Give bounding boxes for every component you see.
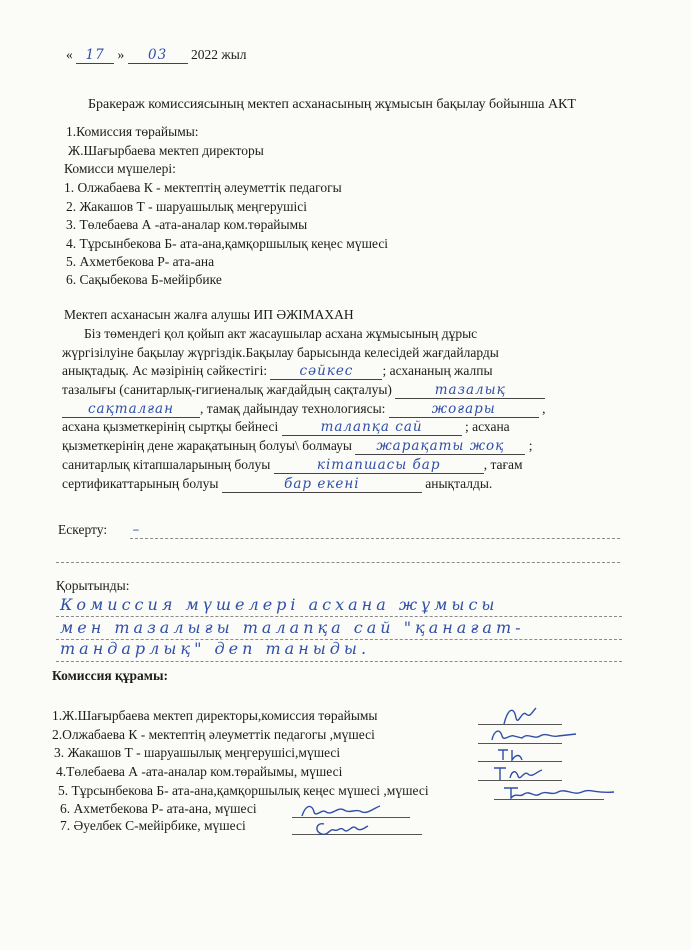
- note-underline-2: [56, 562, 620, 563]
- body-line-9: [62, 476, 492, 493]
- conclusion-underline-1: [56, 616, 622, 617]
- date-month: 03: [128, 47, 188, 64]
- lessee-line: Мектеп асханасын жалға алушы ИП ӘЖІМАХАН: [64, 307, 354, 322]
- signature-5-icon: [500, 780, 618, 802]
- act-title: Бракераж комиссиясының мектеп асханасының жұмысын бақылау бойынша АКТ: [88, 97, 576, 112]
- composition-row-5: 5. Тұрсынбекова Б- ата-ана,қамқоршылық кеңес мүшесі ,мүшесі: [58, 783, 429, 798]
- body-line-8: [62, 457, 523, 474]
- composition-row-2: 2.Олжабаева К - мектептің әлеуметтік педагогы ,мүшесі: [52, 727, 375, 742]
- signature-7-icon: [310, 818, 370, 840]
- chair-name: Ж.Шағырбаева мектеп директоры: [68, 143, 264, 158]
- date-line: [66, 47, 247, 64]
- cleanliness-value-1: тазалық: [395, 382, 545, 399]
- signature-6-icon: [298, 800, 384, 820]
- conclusion-underline-3: [56, 661, 622, 662]
- member-2: 2. Жакашов Т - шаруашылық меңгерушісі: [66, 199, 308, 214]
- note-label: Ескерту:: [58, 522, 108, 537]
- date-mid-quote: »: [117, 47, 125, 62]
- menu-compliance-value: сәйкес: [270, 363, 382, 380]
- technology-value: жоғары: [389, 401, 539, 418]
- body-line-5-tail: ,: [542, 401, 546, 416]
- note-value: –: [132, 522, 141, 538]
- body-line-6-tail: ; асхана: [464, 419, 510, 434]
- body-line-1: Біз төмендегі қол қойып акт жасаушылар асхана жұмысының дұрыс: [84, 326, 478, 341]
- menu-compliance-label: анықтадық. Ас мәзірінің сәйкестігі:: [62, 363, 268, 378]
- note-underline-1: [130, 538, 620, 539]
- member-3: 3. Төлебаева А -ата-аналар ком.төрайымы: [66, 217, 308, 232]
- composition-label: Комиссия құрамы:: [52, 668, 169, 683]
- signature-2-icon: [488, 724, 580, 746]
- conclusion-line-2: мен тазалығы талапқа сай "қанағат-: [60, 618, 525, 637]
- composition-row-6: 6. Ахметбекова Р- ата-ана, мүшесі: [60, 801, 257, 816]
- cleanliness-label: тазалығы (санитарлық-гигиеналық жағдайдың сақталуы): [62, 382, 392, 397]
- composition-row-1: 1.Ж.Шағырбаева мектеп директоры,комиссия төрайымы: [52, 708, 378, 723]
- cleanliness-value-2: сақталған: [62, 401, 200, 418]
- member-5: 5. Ахметбекова Р- ата-ана: [66, 254, 215, 269]
- date-open-quote: «: [66, 47, 73, 62]
- certificates-value: бар екені: [222, 476, 422, 493]
- technology-label: , тамақ дайындау технологиясы:: [200, 401, 386, 416]
- composition-row-7: 7. Әуелбек С-мейірбике, мүшесі: [60, 818, 246, 833]
- body-line-7-tail: ;: [528, 438, 533, 453]
- member-1: 1. Олжабаева К - мектептің әлеуметтік педагогы: [64, 180, 342, 195]
- member-6: 6. Сақыбекова Б-мейірбике: [66, 272, 222, 287]
- conclusion-line-1: Комиссия мүшелері асхана жұмысы: [60, 595, 499, 614]
- composition-row-3: 3. Жакашов Т - шаруашылық меңгерушісі,мүшесі: [54, 745, 341, 760]
- body-line-3: [62, 363, 493, 380]
- signature-3-icon: [494, 744, 534, 764]
- appearance-value: талапқа сай: [282, 419, 462, 436]
- conclusion-label: Қорытынды:: [56, 578, 130, 593]
- member-4: 4. Тұрсынбекова Б- ата-ана,қамқоршылық кеңес мүшесі: [66, 236, 389, 251]
- body-line-8-tail: , тағам: [483, 457, 523, 472]
- body-line-6: [62, 419, 510, 436]
- body-line-2: жүргізілуіне бақылау жүргіздік.Бақылау барысында келесідей жағдайларды: [62, 345, 499, 360]
- body-line-3-tail: ; асхананың жалпы: [382, 363, 493, 378]
- injury-value: жарақаты жоқ: [355, 438, 525, 455]
- body-line-5: [62, 401, 546, 418]
- conclusion-line-3: тандарлық" деп таныды.: [60, 639, 371, 658]
- appearance-label: асхана қызметкерінің сыртқы бейнесі: [62, 419, 279, 434]
- sanitary-books-value: кітапшасы бар: [274, 457, 484, 474]
- date-year: 2022 жыл: [191, 47, 247, 62]
- composition-row-4: 4.Төлебаева А -ата-аналар ком.төрайымы, мүшесі: [56, 764, 343, 779]
- certificates-label: сертификаттарының болуы: [62, 476, 219, 491]
- date-day: 17: [76, 47, 114, 64]
- members-label: Комисси мүшелері:: [64, 161, 176, 176]
- note-line: [58, 522, 140, 538]
- sanitary-books-label: санитарлық кітапшаларының болуы: [62, 457, 271, 472]
- chair-label: 1.Комиссия төрайымы:: [66, 124, 199, 139]
- body-line-7: [62, 438, 532, 455]
- body-line-4: [62, 382, 545, 399]
- injury-label: қызметкерінің дене жарақатының болуы\ болмауы: [62, 438, 352, 453]
- body-line-9-tail: анықталды.: [425, 476, 493, 491]
